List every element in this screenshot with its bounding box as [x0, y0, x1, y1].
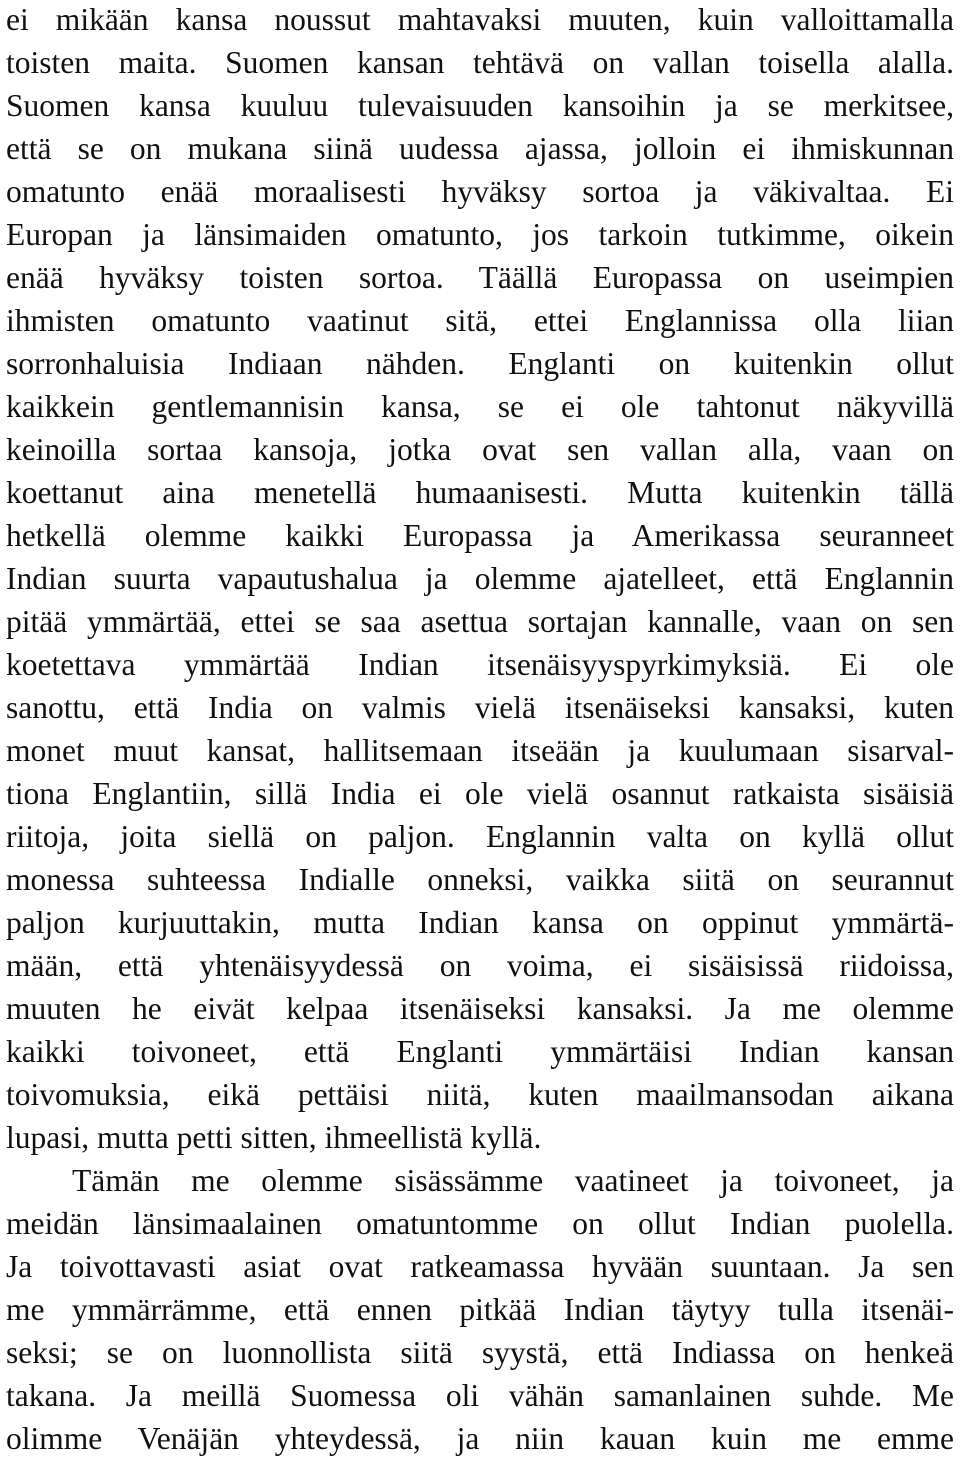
text-line: kaikki toivoneet, että Englanti ymmärtäisi Indian kansan: [6, 1034, 954, 1069]
text-line: Europan ja länsimaiden omatunto, jos tarkoin tutkimme, oikein: [6, 217, 954, 252]
document-page: [6, 0, 954, 1460]
text-line: pitää ymmärtää, ettei se saa asettua sortajan kannalle, vaan on sen: [6, 604, 954, 639]
text-line: koettanut aina menetellä humaanisesti. Mutta kuitenkin tällä: [6, 475, 954, 510]
text-line: Indian suurta vapautushalua ja olemme ajatelleet, että Englannin: [6, 561, 954, 596]
text-line: lupasi, mutta petti sitten, ihmeellistä kyllä.: [6, 1120, 542, 1155]
text-line: monessa suhteessa Indialle onneksi, vaikka siitä on seurannut: [6, 862, 954, 897]
text-line: tiona Englantiin, sillä India ei ole vielä osannut ratkaista sisäisiä: [6, 776, 954, 811]
text-line: paljon kurjuuttakin, mutta Indian kansa on oppinut ymmärtä-: [6, 905, 954, 940]
text-line: toivomuksia, eikä pettäisi niitä, kuten maailmansodan aikana: [6, 1077, 954, 1112]
text-line: omatunto enää moraalisesti hyväksy sortoa ja väkivaltaa. Ei: [6, 174, 954, 209]
text-line: Ja toivottavasti asiat ovat ratkeamassa hyvään suuntaan. Ja sen: [6, 1249, 954, 1284]
text-line: koetettava ymmärtää Indian itsenäisyyspyrkimyksiä. Ei ole: [6, 647, 954, 682]
text-line: meidän länsimaalainen omatuntomme on ollut Indian puolella.: [6, 1206, 954, 1241]
text-line: takana. Ja meillä Suomessa oli vähän samanlainen suhde. Me: [6, 1378, 954, 1413]
text-line: enää hyväksy toisten sortoa. Täällä Europassa on useimpien: [6, 260, 954, 295]
text-line: mään, että yhtenäisyydessä on voima, ei sisäisissä riidoissa,: [6, 948, 954, 983]
text-line: me ymmärrämme, että ennen pitkää Indian täytyy tulla itsenäi-: [6, 1292, 954, 1327]
text-line: sanottu, että India on valmis vielä itsenäiseksi kansaksi, kuten: [6, 690, 954, 725]
text-line: riitoja, joita siellä on paljon. Englannin valta on kyllä ollut: [6, 819, 954, 854]
text-line: Tämän me olemme sisässämme vaatineet ja toivoneet, ja: [72, 1163, 954, 1198]
text-line: keinoilla sortaa kansoja, jotka ovat sen vallan alla, vaan on: [6, 432, 954, 467]
text-line: seksi; se on luonnollista siitä syystä, että Indiassa on henkeä: [6, 1335, 954, 1370]
text-line: sorronhaluisia Indiaan nähden. Englanti on kuitenkin ollut: [6, 346, 954, 381]
text-line: muuten he eivät kelpaa itsenäiseksi kansaksi. Ja me olemme: [6, 991, 954, 1026]
text-line: ei mikään kansa noussut mahtavaksi muuten, kuin valloittamalla: [6, 2, 954, 37]
text-line: monet muut kansat, hallitsemaan itseään ja kuulumaan sisarval-: [6, 733, 954, 768]
text-line: Suomen kansa kuuluu tulevaisuuden kansoihin ja se merkitsee,: [6, 88, 954, 123]
text-line: ihmisten omatunto vaatinut sitä, ettei Englannissa olla liian: [6, 303, 954, 338]
text-line: että se on mukana siinä uudessa ajassa, jolloin ei ihmiskunnan: [6, 131, 954, 166]
text-line: olimme Venäjän yhteydessä, ja niin kauan kuin me emme: [6, 1421, 954, 1456]
text-line: kaikkein gentlemannisin kansa, se ei ole tahtonut näkyvillä: [6, 389, 954, 424]
text-line: hetkellä olemme kaikki Europassa ja Amerikassa seuranneet: [6, 518, 954, 553]
text-line: toisten maita. Suomen kansan tehtävä on vallan toisella alalla.: [6, 45, 954, 80]
